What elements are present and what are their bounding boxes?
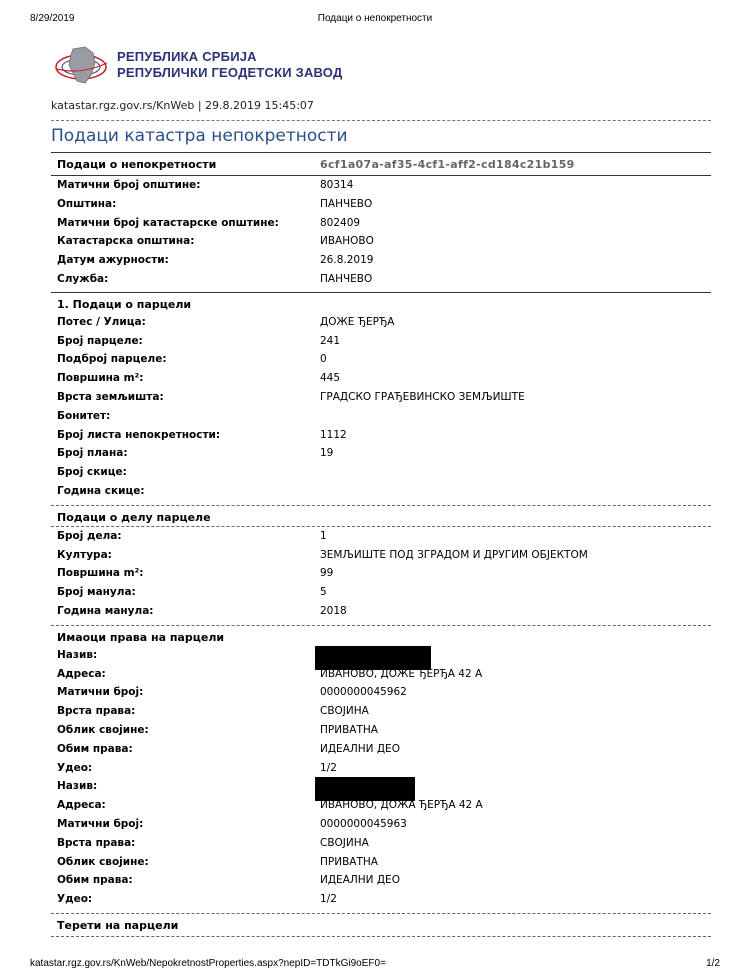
field-label: Површина m²: [57,567,144,580]
field-label: Култура: [57,548,112,561]
parcel-part-section-title: Подаци о делу парцеле [57,510,211,524]
field-value: ПРИВАТНА [320,723,378,736]
field-row [51,702,711,721]
field-value: ГРАДСКО ГРАЂЕВИНСКО ЗЕМЉИШТЕ [320,390,525,403]
parcel-part-rows [51,527,711,621]
footer-url: katastar.rgz.gov.rs/KnWeb/NepokretnostProperties.aspx?nepID=TDTkGi9oEF0= [30,958,386,969]
field-label: Бонитет: [57,409,111,422]
field-label: Удео: [57,893,93,906]
field-label: Врста права: [57,705,136,718]
field-row [51,388,711,407]
field-label: Матични број: [57,686,144,699]
field-row [51,407,711,426]
field-row [51,777,711,796]
print-title: Подаци о непокретности [317,13,433,24]
field-value: 2018 [320,604,347,617]
field-label: Матични број: [57,817,144,830]
field-row [51,646,711,665]
field-label: Број дела: [57,529,122,542]
print-footer [30,958,720,972]
field-value: ПРИВАТНА [320,855,378,868]
field-label: Врста земљишта: [57,390,164,403]
owners-section-title: Имаоци права на парцели [57,630,225,644]
property-rows [51,176,711,289]
field-label: Облик својине: [57,855,149,868]
field-label: Датум ажурности: [57,254,169,267]
field-row [51,815,711,834]
field-value: 1 [320,529,327,542]
field-row [51,332,711,351]
owner-1-rows [51,646,711,778]
field-row [51,463,711,482]
field-value: 0000000045963 [320,817,407,830]
field-label: Подброј парцеле: [57,353,167,366]
field-label: Адреса: [57,799,106,812]
page-title: Подаци катастра непокретности [51,126,348,146]
parcel-rows [51,313,711,501]
field-value: ДОЖЕ ЂЕРЂА [320,315,395,328]
field-row [51,176,711,195]
logo-line-1: РЕПУБЛИКА СРБИЈА [117,49,257,64]
field-label: Матични број катастарске општине: [57,216,279,229]
field-value: 241 [320,334,341,347]
field-label: Година манула: [57,604,154,617]
field-value: ПАНЧЕВО [320,197,373,210]
field-row [51,759,711,778]
field-label: Обим права: [57,874,133,887]
field-value: 0 [320,353,327,366]
field-row [51,350,711,369]
field-value: ИДЕАЛНИ ДЕО [320,742,400,755]
field-value: СВОЈИНА [320,705,369,718]
field-row [51,527,711,546]
field-value: 80314 [320,179,354,191]
field-row [51,251,711,270]
field-row [51,214,711,233]
field-value: 0000000045962 [320,686,407,699]
source-line: katastar.rgz.gov.rs/KnWeb | 29.8.2019 15:45:07 [51,99,314,112]
field-value: ЗЕМЉИШТЕ ПОД ЗГРАДОМ И ДРУГИМ ОБЈЕКТОМ [320,548,588,561]
field-row [51,270,711,289]
field-label: Назив: [57,648,98,661]
field-row [51,834,711,853]
field-row [51,871,711,890]
field-row [51,665,711,684]
field-row [51,369,711,388]
field-label: Врста права: [57,836,136,849]
field-label: Удео: [57,761,93,774]
field-row [51,426,711,445]
field-label: Обим права: [57,742,133,755]
field-value: 1/2 [320,761,337,774]
field-value: ИДЕАЛНИ ДЕО [320,874,400,887]
field-row [51,853,711,872]
serbia-map-icon [55,45,113,87]
field-label: Катастарска општина: [57,235,195,248]
field-label: Број скице: [57,466,127,479]
print-header [30,13,720,29]
field-row [51,796,711,815]
property-header [51,153,711,175]
field-row [51,564,711,583]
field-row [51,195,711,214]
field-label: Број манула: [57,586,136,599]
field-row [51,740,711,759]
field-label: Адреса: [57,667,106,680]
field-row [51,890,711,909]
field-row [51,721,711,740]
field-row [51,583,711,602]
field-row [51,602,711,621]
rgz-logo [55,45,355,87]
parcel-section-title: 1. Подаци о парцели [57,297,192,311]
field-value: ИВАНОВО, ДОЖА ЂЕРЂА 42 А [320,799,483,812]
field-value: 19 [320,447,334,460]
field-row [51,482,711,501]
field-label: Број парцеле: [57,334,143,347]
field-value: 802409 [320,216,361,229]
field-row [51,313,711,332]
encumbrances-section-title: Терети на парцели [57,918,179,932]
field-value: 445 [320,372,341,385]
print-date: 8/29/2019 [30,13,75,24]
field-row [51,683,711,702]
field-value: 1112 [320,428,347,441]
field-label: Назив: [57,780,98,793]
field-value: 5 [320,586,327,599]
divider [51,936,711,937]
field-value: ИВАНОВО, ДОЖЕ ЂЕРЂА 42 А [320,667,483,680]
field-label: Општина: [57,197,117,210]
field-label: Служба: [57,272,109,285]
field-row [51,444,711,463]
field-value: ИВАНОВО [320,235,374,248]
field-label: Број листа непокретности: [57,428,221,441]
field-value: ПАНЧЕВО [320,272,373,285]
page-number: 1/2 [706,958,720,969]
field-label: Потес / Улица: [57,315,146,328]
owner-2-rows [51,777,711,909]
cadastre-document [51,152,711,937]
field-label: Број плана: [57,447,128,460]
field-label: Облик својине: [57,723,149,736]
field-label: Површина m²: [57,372,144,385]
field-value: 26.8.2019 [320,254,374,267]
logo-line-2: РЕПУБЛИЧКИ ГЕОДЕТСКИ ЗАВОД [117,65,343,80]
divider [51,120,711,121]
field-label: Матични број општине: [57,179,201,191]
property-header-label: Подаци о непокретности [57,158,217,171]
field-row [51,546,711,565]
field-value: СВОЈИНА [320,836,369,849]
property-id: 6cf1a07a-af35-4cf1-aff2-cd184c21b159 [320,158,575,171]
field-value: 99 [320,567,334,580]
field-label: Година скице: [57,484,145,497]
field-value: 1/2 [320,893,337,906]
field-row [51,232,711,251]
